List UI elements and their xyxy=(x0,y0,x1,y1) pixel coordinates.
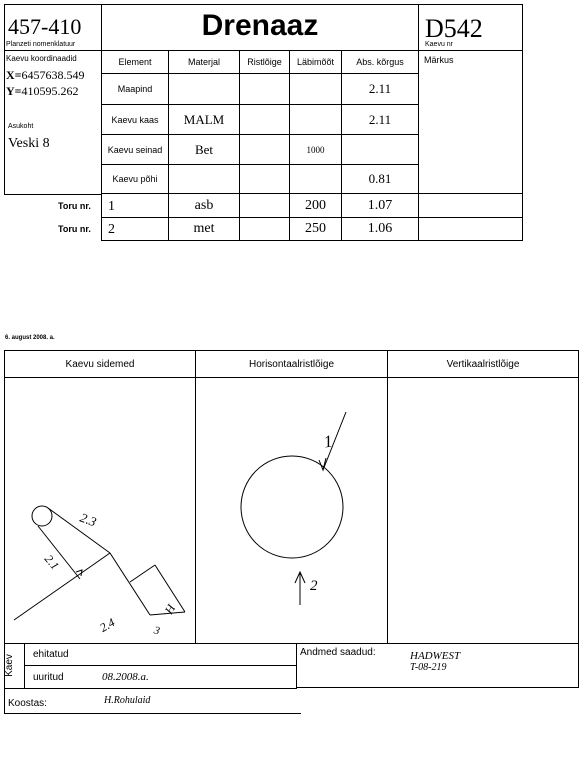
map-sheet-number: 457-410 xyxy=(8,14,82,39)
col-header-diameter: Läbimõõt xyxy=(296,57,335,67)
row-abs-height-cover: 2.11 xyxy=(368,111,392,127)
annotation-pipe-1: 1 xyxy=(322,431,334,452)
row-element-ground: Maapind xyxy=(117,84,153,94)
annotation-dist-c: 2.4 xyxy=(97,615,118,635)
row-element-cover: Kaevu kaas xyxy=(111,114,159,125)
col-header-cross-section: Ristlõige xyxy=(247,57,282,67)
col-header-abs-height: Abs. kõrgus xyxy=(356,57,404,67)
pipe-2-number: 2 xyxy=(108,222,115,237)
pipe-1-number: 1 xyxy=(108,199,115,214)
pipe-2-diameter: 250 xyxy=(305,221,326,236)
col-title-horizontal-section: Horisontaalristlõige xyxy=(248,358,335,370)
col-header-material: Materjal xyxy=(187,57,220,67)
y-value: 410595.262 xyxy=(21,84,79,98)
y-label: Y= xyxy=(6,84,22,98)
coords-label: Kaevu koordinaadid xyxy=(6,54,77,63)
pipe-1-diameter: 200 xyxy=(305,197,326,213)
x-value: 6457638.549 xyxy=(21,68,85,82)
row-diameter-walls: 1000 xyxy=(306,144,325,155)
data-from-value-1: HADWEST xyxy=(410,650,461,662)
annotation-dist-d: 3 xyxy=(152,624,161,638)
col-header-element: Element xyxy=(118,57,152,67)
row-material-cover: MALM xyxy=(183,111,225,127)
data-from-label: Andmed saadud: xyxy=(300,647,376,658)
pipe-2-label: Toru nr. xyxy=(58,224,91,234)
annotation-dist-e: H xyxy=(161,601,179,617)
annotation-pipe-2: 2 xyxy=(310,578,318,594)
surveyed-label: uuritud xyxy=(33,672,64,683)
pipe-1-label: Toru nr. xyxy=(58,201,91,211)
x-label: X= xyxy=(6,68,22,82)
pipe-1-material: asb xyxy=(194,197,214,213)
kaev-label: Kaev xyxy=(3,654,15,677)
date-line: 6. august 2008. a. xyxy=(5,335,55,341)
manhole-circle-icon xyxy=(241,456,343,558)
page-title: Drenaaz xyxy=(201,9,319,42)
col-title-vertical-section: Vertikaalristlõige xyxy=(446,358,520,370)
annotation-dist-b: 2.1 xyxy=(41,551,63,573)
well-number-label: Kaevu nr xyxy=(425,41,454,48)
notes-header: Märkus xyxy=(424,55,454,65)
data-from-value-2: T-08-219 xyxy=(410,662,447,673)
col-title-connections: Kaevu sidemed xyxy=(65,358,135,370)
row-abs-height-ground: 2.11 xyxy=(368,81,392,96)
pipe-2-abs-height: 1.06 xyxy=(367,221,393,236)
map-sheet-label: Planzeti nomenklatuur xyxy=(6,41,76,48)
compiled-value: H.Rohulaid xyxy=(104,695,151,706)
pipe-2-material: met xyxy=(193,221,215,236)
annotation-dist-a: 2.3 xyxy=(78,509,99,530)
row-material-walls: Bet xyxy=(194,141,214,157)
connections-sketch xyxy=(14,506,185,620)
location-label: Asukoht xyxy=(8,123,34,130)
row-element-bottom: Kaevu põhi xyxy=(112,174,158,184)
row-abs-height-bottom: 0.81 xyxy=(368,171,392,186)
built-label: ehitatud xyxy=(33,649,69,660)
location-value: Veski 8 xyxy=(8,136,50,151)
surveyed-value: 08.2008.a. xyxy=(102,671,149,683)
row-element-walls: Kaevu seinad xyxy=(107,144,163,155)
compiled-label: Koostas: xyxy=(8,698,47,709)
well-number: D542 xyxy=(425,14,483,43)
pipe-1-abs-height: 1.07 xyxy=(367,197,393,213)
